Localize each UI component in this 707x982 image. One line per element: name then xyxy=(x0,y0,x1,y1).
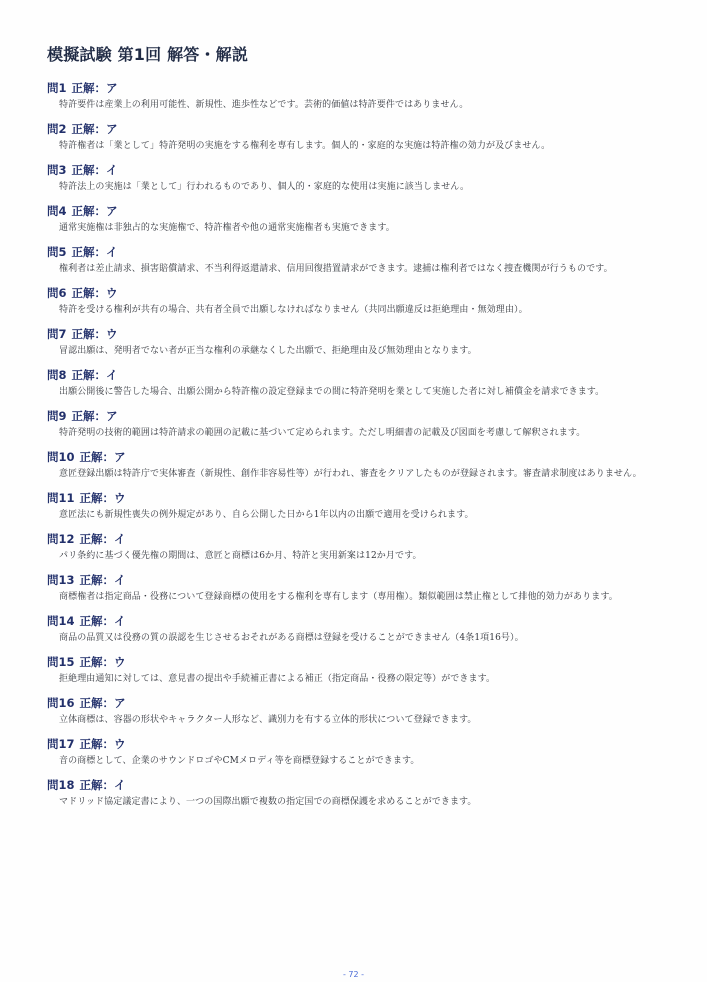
correct-answer: 正解：ウ xyxy=(79,655,126,669)
answer-item xyxy=(47,80,647,113)
correct-answer: 正解：ウ xyxy=(79,737,126,751)
question-number: 問17 xyxy=(47,737,75,751)
correct-answer: 正解：ウ xyxy=(71,286,118,300)
correct-answer: 正解：ア xyxy=(71,409,118,423)
question-number: 問14 xyxy=(47,614,75,628)
answer-item xyxy=(47,777,647,810)
answer-item xyxy=(47,121,647,154)
answer-heading xyxy=(47,203,647,219)
answer-item xyxy=(47,736,647,769)
page-number: - 72 - xyxy=(342,970,365,979)
answer-heading xyxy=(47,613,647,629)
question-number: 問10 xyxy=(47,450,75,464)
question-number: 問5 xyxy=(47,245,67,259)
correct-answer: 正解：ア xyxy=(79,696,126,710)
answer-heading xyxy=(47,285,647,301)
correct-answer: 正解：イ xyxy=(71,368,118,382)
answer-item xyxy=(47,203,647,236)
answer-item xyxy=(47,449,647,482)
answer-heading xyxy=(47,654,647,670)
explanation-text: 権利者は差止請求、損害賠償請求、不当利得返還請求、信用回復措置請求ができます。逮捕は権利者ではなく捜査機関が行うものです。 xyxy=(59,264,613,274)
answer-item xyxy=(47,162,647,195)
answer-item xyxy=(47,613,647,646)
answer-item xyxy=(47,531,647,564)
question-number: 問15 xyxy=(47,655,75,669)
question-number: 問12 xyxy=(47,532,75,546)
answer-heading xyxy=(47,326,647,342)
answer-heading xyxy=(47,572,647,588)
explanation-text: 冒認出願は、発明者でない者が正当な権利の承継なくした出願で、拒絶理由及び無効理由となります。 xyxy=(59,346,477,356)
explanation-text: 商品の品質又は役務の質の誤認を生じさせるおそれがある商標は登録を受けることができません（4条1項16号）。 xyxy=(59,633,524,643)
question-number: 問7 xyxy=(47,327,67,341)
answer-item xyxy=(47,285,647,318)
explanation-text: 意匠法にも新規性喪失の例外規定があり、自ら公開した日から1年以内の出願で適用を受けられます。 xyxy=(59,510,474,520)
answer-item xyxy=(47,572,647,605)
answer-item xyxy=(47,695,647,728)
answer-heading xyxy=(47,449,647,465)
answer-item xyxy=(47,367,647,400)
explanation-text: 立体商標は、容器の形状やキャラクター人形など、識別力を有する立体的形状について登録できます。 xyxy=(59,715,477,725)
answer-heading xyxy=(47,777,647,793)
answer-heading xyxy=(47,244,647,260)
answer-item xyxy=(47,490,647,523)
answer-list xyxy=(47,80,647,818)
page-title: 模擬試験 第1回 解答・解説 xyxy=(47,45,249,64)
question-number: 問2 xyxy=(47,122,67,136)
correct-answer: 正解：イ xyxy=(71,245,118,259)
question-number: 問16 xyxy=(47,696,75,710)
explanation-text: 特許法上の実施は「業として」行われるものであり、個人的・家庭的な使用は実施に該当しません。 xyxy=(59,182,470,192)
answer-heading xyxy=(47,80,647,96)
correct-answer: 正解：イ xyxy=(79,778,126,792)
answer-heading xyxy=(47,408,647,424)
explanation-text: 特許要件は産業上の利用可能性、新規性、進歩性などです。芸術的価値は特許要件ではありません。 xyxy=(59,100,469,110)
explanation-text: 特許発明の技術的範囲は特許請求の範囲の記載に基づいて定められます。ただし明細書の記載及び図面を考慮して解釈されます。 xyxy=(59,428,586,438)
question-number: 問3 xyxy=(47,163,67,177)
correct-answer: 正解：ウ xyxy=(79,491,126,505)
explanation-text: 意匠登録出願は特許庁で実体審査（新規性、創作非容易性等）が行われ、審査をクリアしたものが登録されます。審査請求制度はありません。 xyxy=(59,469,642,479)
answer-heading xyxy=(47,121,647,137)
answer-heading xyxy=(47,490,647,506)
correct-answer: 正解：ア xyxy=(79,450,126,464)
correct-answer: 正解：イ xyxy=(71,163,118,177)
answer-item xyxy=(47,244,647,277)
explanation-text: 商標権者は指定商品・役務について登録商標の使用をする権利を専有します（専用権）。類似範囲は禁止権として排他的効力があります。 xyxy=(59,592,618,602)
question-number: 問1 xyxy=(47,81,67,95)
answer-heading xyxy=(47,531,647,547)
question-number: 問8 xyxy=(47,368,67,382)
explanation-text: 出願公開後に警告した場合、出願公開から特許権の設定登録までの間に特許発明を業として実施した者に対し補償金を請求できます。 xyxy=(59,387,605,397)
explanation-text: 特許権者は「業として」特許発明の実施をする権利を専有します。個人的・家庭的な実施は特許権の効力が及びません。 xyxy=(59,141,551,151)
correct-answer: 正解：ウ xyxy=(71,327,118,341)
explanation-text: マドリッド協定議定書により、一つの国際出願で複数の指定国での商標保護を求めることができます。 xyxy=(59,797,477,807)
question-number: 問4 xyxy=(47,204,67,218)
explanation-text: 特許を受ける権利が共有の場合、共有者全員で出願しなければなりません（共同出願違反は拒絶理由・無効理由）。 xyxy=(59,305,528,315)
answer-item xyxy=(47,654,647,687)
answer-heading xyxy=(47,162,647,178)
answer-heading xyxy=(47,736,647,752)
correct-answer: 正解：ア xyxy=(71,204,118,218)
correct-answer: 正解：ア xyxy=(71,122,118,136)
answer-item xyxy=(47,408,647,441)
answer-heading xyxy=(47,695,647,711)
explanation-text: パリ条約に基づく優先権の期間は、意匠と商標は6か月、特許と実用新案は12か月です。 xyxy=(59,551,422,561)
answer-heading xyxy=(47,367,647,383)
correct-answer: 正解：イ xyxy=(79,614,126,628)
explanation-text: 音の商標として、企業のサウンドロゴやCMメロディ等を商標登録することができます。 xyxy=(59,756,420,766)
correct-answer: 正解：イ xyxy=(79,532,126,546)
correct-answer: 正解：イ xyxy=(79,573,126,587)
correct-answer: 正解：ア xyxy=(71,81,118,95)
explanation-text: 拒絶理由通知に対しては、意見書の提出や手続補正書による補正（指定商品・役務の限定等）ができます。 xyxy=(59,674,496,684)
question-number: 問11 xyxy=(47,491,75,505)
question-number: 問13 xyxy=(47,573,75,587)
question-number: 問9 xyxy=(47,409,67,423)
question-number: 問18 xyxy=(47,778,75,792)
question-number: 問6 xyxy=(47,286,67,300)
explanation-text: 通常実施権は非独占的な実施権で、特許権者や他の通常実施権者も実施できます。 xyxy=(59,223,395,233)
answer-item xyxy=(47,326,647,359)
